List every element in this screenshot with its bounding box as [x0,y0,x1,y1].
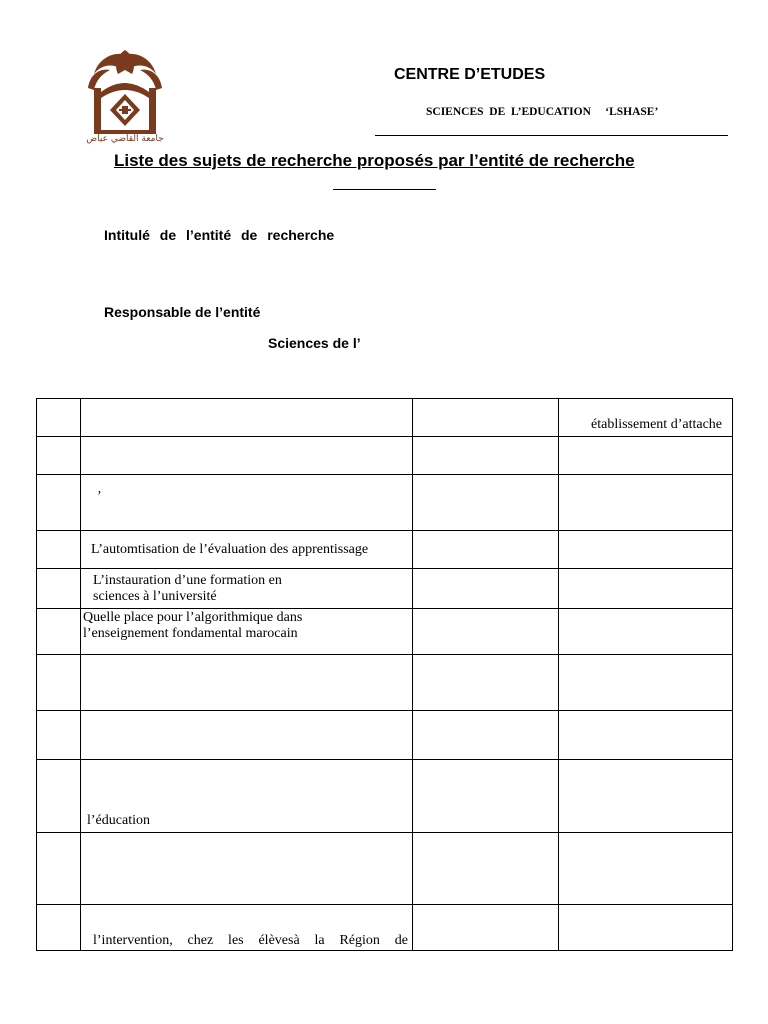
subject-cell [81,437,413,475]
table-row [37,569,733,609]
table-cell [559,609,733,655]
table-cell [37,569,81,609]
table-cell [37,655,81,711]
title-divider [333,189,436,190]
table-cell [413,760,559,833]
table-cell [413,569,559,609]
table-row [37,475,733,531]
subject-cell: ’ [81,475,413,531]
table-row [37,531,733,569]
table-cell [559,905,733,951]
table-row [37,905,733,951]
subject-cell: l’intervention, chez les élèvesà la Région de [81,905,413,951]
subject-cell [81,711,413,760]
table-cell [559,760,733,833]
table-row [37,437,733,475]
table-cell [559,655,733,711]
document-title: Liste des sujets de recherche proposés par l’entité de recherche [114,151,635,170]
table-cell [413,833,559,905]
table-row [37,760,733,833]
table-cell [413,399,559,437]
responsible-label: Responsable de l’entité [104,304,261,320]
table-row [37,655,733,711]
table-cell [559,437,733,475]
table-cell [559,711,733,760]
center-title: CENTRE D’ETUDES [394,66,546,83]
center-subtitle: SCIENCES DE L’EDUCATION ‘LSHASE’ [426,106,659,118]
subject-cell [81,655,413,711]
table-cell [37,833,81,905]
subject-cell: L’instauration d’une formation en sciences à l’université [81,569,413,609]
table-cell [413,711,559,760]
table-cell [559,531,733,569]
table-cell [37,609,81,655]
table-row [37,609,733,655]
logo-caption: جامعة القاضي عياض [86,134,164,144]
table-cell [37,399,81,437]
table-cell [413,475,559,531]
subject-cell: Quelle place pour l’algorithmique dans l’enseignement fondamental marocain [81,609,413,655]
table-cell [413,905,559,951]
table-cell [559,833,733,905]
table-cell [37,711,81,760]
table-cell [37,531,81,569]
sciences-label: Sciences de l’ [268,335,361,351]
subject-cell [81,833,413,905]
subject-cell: L’automtisation de l’évaluation des apprentissage [81,531,413,569]
table-cell [559,475,733,531]
table-cell [413,437,559,475]
table-cell [37,760,81,833]
table-cell [81,399,413,437]
table-cell [37,905,81,951]
table-cell [413,655,559,711]
table-cell [413,531,559,569]
header-divider [375,135,728,136]
entity-label: Intitulé de l’entité de recherche [104,227,335,243]
table-row [37,711,733,760]
table-row [37,833,733,905]
table-cell [37,475,81,531]
table-cell [413,609,559,655]
table-header-attachment: établissement d’attache [559,399,733,437]
table-cell [37,437,81,475]
table-header-row [37,399,733,437]
subject-cell: l’éducation [81,760,413,833]
subjects-table [36,398,733,951]
table-cell [559,569,733,609]
